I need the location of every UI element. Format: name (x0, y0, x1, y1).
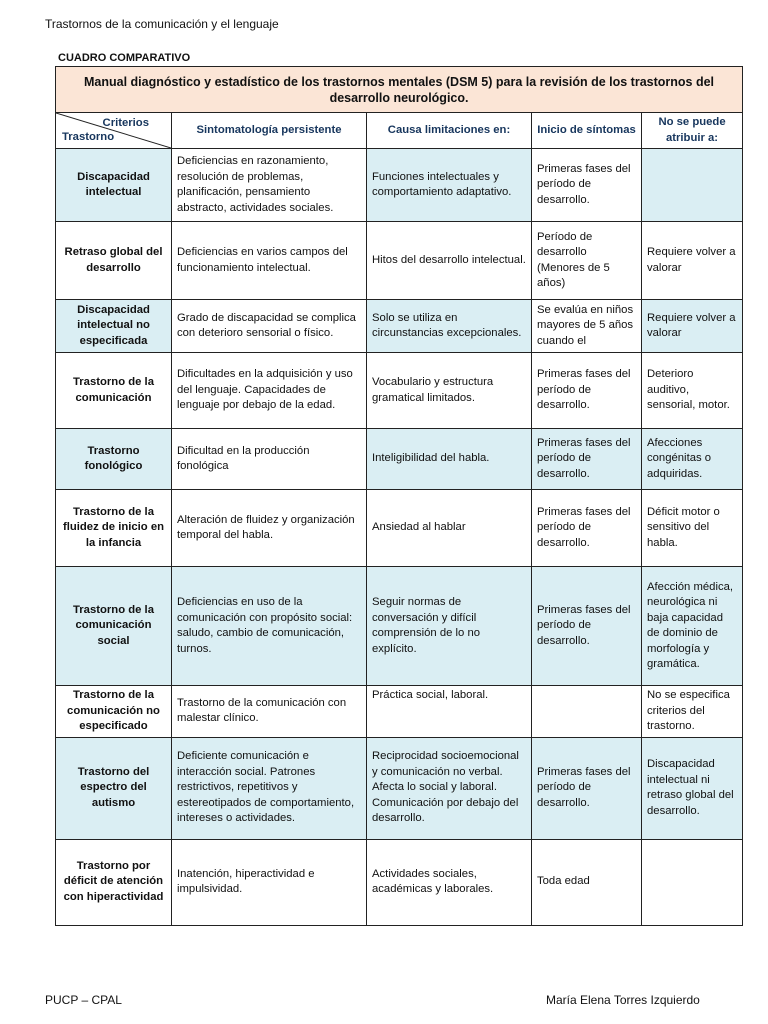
row-trastorno: Trastorno de la comunicación social (56, 567, 172, 686)
criterios-label: Criterios (102, 117, 149, 129)
row-trastorno: Discapacidad intelectual no especificada (56, 300, 172, 353)
row-trastorno: Trastorno de la fluidez de inicio en la infancia (56, 490, 172, 567)
table-row (56, 429, 743, 490)
criteria-diagonal-header (56, 113, 172, 149)
row-sintomatologia: Deficiencias en varios campos del funcionamiento intelectual. (172, 222, 367, 300)
header-causa: Causa limitaciones en: (367, 113, 532, 149)
section-title: CUADRO COMPARATIVO (58, 52, 191, 64)
row-no-atribuir: Déficit motor o sensitivo del habla. (642, 490, 743, 567)
row-no-atribuir: Afección médica, neurológica ni baja capacidad de dominio de morfología y gramática. (642, 567, 743, 686)
row-sintomatologia: Deficiencias en uso de la comunicación con propósito social: saludo, cambio de comunicación, turnos. (172, 567, 367, 686)
row-inicio (532, 686, 642, 738)
header-inicio: Inicio de síntomas (532, 113, 642, 149)
row-sintomatologia: Trastorno de la comunicación con malestar clínico. (172, 686, 367, 738)
row-trastorno: Trastorno del espectro del autismo (56, 737, 172, 839)
table-title: Manual diagnóstico y estadístico de los trastornos mentales (DSM 5) para la revisión de los trastornos del desarrollo neurológico. (56, 67, 743, 113)
row-inicio: Primeras fases del período de desarrollo. (532, 429, 642, 490)
row-no-atribuir: Requiere volver a valorar (642, 300, 743, 353)
row-no-atribuir (642, 149, 743, 222)
row-causa: Práctica social, laboral. (367, 686, 532, 738)
row-no-atribuir (642, 839, 743, 925)
row-causa: Hitos del desarrollo intelectual. (367, 222, 532, 300)
row-sintomatologia: Alteración de fluidez y organización temporal del habla. (172, 490, 367, 567)
header-no-atribuir: No se puede atribuir a: (642, 113, 743, 149)
row-inicio: Toda edad (532, 839, 642, 925)
row-inicio: Primeras fases del período de desarrollo. (532, 490, 642, 567)
row-sintomatologia: Dificultades en la adquisición y uso del lenguaje. Capacidades de lenguaje por debajo de la edad. (172, 353, 367, 429)
table-row (56, 839, 743, 925)
row-trastorno: Discapacidad intelectual (56, 149, 172, 222)
row-no-atribuir: No se especifica criterios del trastorno. (642, 686, 743, 738)
row-sintomatologia: Dificultad en la producción fonológica (172, 429, 367, 490)
row-causa: Seguir normas de conversación y difícil comprensión de lo no explícito. (367, 567, 532, 686)
row-trastorno: Trastorno por déficit de atención con hiperactividad (56, 839, 172, 925)
table-row (56, 222, 743, 300)
row-causa: Vocabulario y estructura gramatical limitados. (367, 353, 532, 429)
row-causa: Reciprocidad socioemocional y comunicación no verbal. Afecta lo social y laboral. Comunicación por debajo del desarrollo. (367, 737, 532, 839)
table-header-row (56, 113, 743, 149)
page-header: Trastornos de la comunicación y el lenguaje (45, 17, 279, 31)
row-trastorno: Trastorno fonológico (56, 429, 172, 490)
header-sintomatologia: Sintomatología persistente (172, 113, 367, 149)
row-trastorno: Trastorno de la comunicación no especificado (56, 686, 172, 738)
row-inicio: Primeras fases del período de desarrollo. (532, 567, 642, 686)
row-sintomatologia: Grado de discapacidad se complica con deterioro sensorial o físico. (172, 300, 367, 353)
row-causa: Inteligibilidad del habla. (367, 429, 532, 490)
row-no-atribuir: Requiere volver a valorar (642, 222, 743, 300)
row-causa: Actividades sociales, académicas y laborales. (367, 839, 532, 925)
footer-right: María Elena Torres Izquierdo (546, 993, 700, 1007)
table-row (56, 737, 743, 839)
row-inicio: Primeras fases del período de desarrollo. (532, 149, 642, 222)
comparison-table (55, 66, 743, 926)
row-causa: Solo se utiliza en circunstancias excepcionales. (367, 300, 532, 353)
row-sintomatologia: Deficiente comunicación e interacción social. Patrones restrictivos, repetitivos y estereotipados de comportamiento, intereses o actividades. (172, 737, 367, 839)
table-row (56, 353, 743, 429)
row-no-atribuir: Deterioro auditivo, sensorial, motor. (642, 353, 743, 429)
row-inicio: Primeras fases del período de desarrollo. (532, 353, 642, 429)
table-row (56, 567, 743, 686)
footer-left: PUCP – CPAL (45, 993, 122, 1007)
trastorno-label: Trastorno (62, 130, 115, 143)
row-sintomatologia: Inatención, hiperactividad e impulsividad. (172, 839, 367, 925)
row-sintomatologia: Deficiencias en razonamiento, resolución de problemas, planificación, pensamiento abstracto, actividades sociales. (172, 149, 367, 222)
row-causa: Ansiedad al hablar (367, 490, 532, 567)
row-no-atribuir: Afecciones congénitas o adquiridas. (642, 429, 743, 490)
row-inicio: Período de desarrollo (Menores de 5 años) (532, 222, 642, 300)
table-title-row (56, 67, 743, 113)
row-trastorno: Retraso global del desarrollo (56, 222, 172, 300)
row-inicio: Primeras fases del período de desarrollo. (532, 737, 642, 839)
table-row (56, 300, 743, 353)
table-row (56, 686, 743, 738)
row-trastorno: Trastorno de la comunicación (56, 353, 172, 429)
table-row (56, 149, 743, 222)
row-inicio: Se evalúa en niños mayores de 5 años cuando el (532, 300, 642, 353)
table-row (56, 490, 743, 567)
row-no-atribuir: Discapacidad intelectual ni retraso global del desarrollo. (642, 737, 743, 839)
row-causa: Funciones intelectuales y comportamiento adaptativo. (367, 149, 532, 222)
